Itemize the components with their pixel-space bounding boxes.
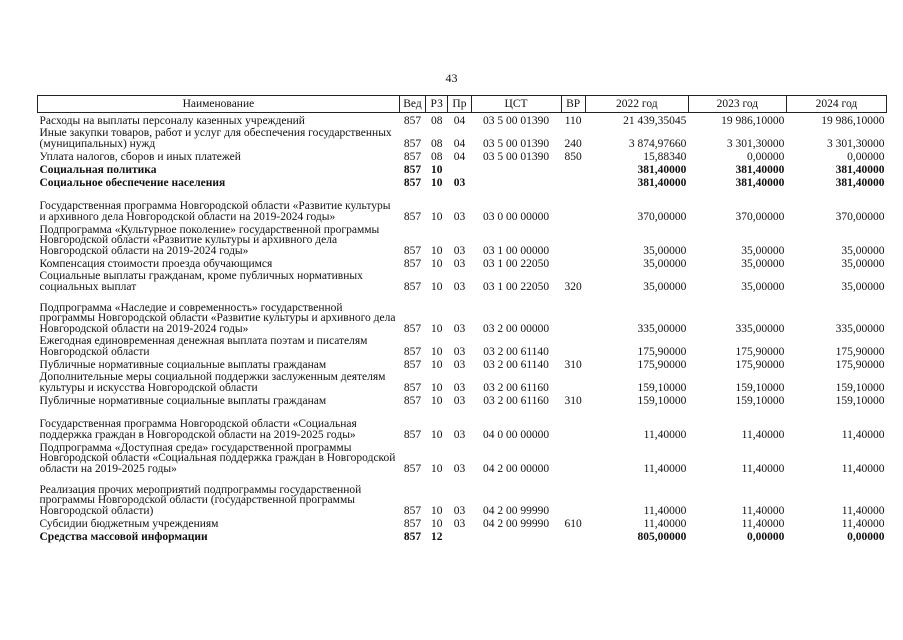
row-rz: 10 [430,358,443,371]
row-rz: 10 [430,257,443,270]
row-cst: 04 2 00 00000 [482,462,550,475]
row-cst: 03 1 00 22050 [482,257,550,270]
row-value-2024: 0,00000 [847,150,885,163]
row-value-2024: 0,00000 [847,530,885,543]
row-pr: 03 [453,381,466,394]
row-pr: 03 [453,280,466,293]
row-value-2023: 0,00000 [747,530,785,543]
row-value-2022: 381,40000 [637,163,687,176]
row-name: Подпрограмма «Наследие и современность» государственной программы Новгородской области «Развитие культуры и архивного дела Новгородской области на 2019-2024 годы» [39,301,396,335]
row-value-2022: 805,00000 [637,530,687,543]
row-name: Реализация прочих мероприятий подпрограммы государственной программы Новгородской области (государственной программы Новгородской области) [39,483,362,517]
table-row [38,370,887,393]
row-ved: 857 [403,504,422,517]
row-value-2023: 175,90000 [735,358,785,371]
row-vr [561,175,585,188]
row-value-2022: 11,40000 [643,428,687,441]
header-cst: ЦСТ [471,96,561,113]
row-name: Иные закупки товаров, работ и услуг для обеспечения государственных (муниципальных) нужд [39,127,392,150]
header-name: Наименование [38,96,400,113]
row-value-2024: 175,90000 [835,358,885,371]
row-ved: 857 [403,394,422,407]
row-value-2023: 11,40000 [741,462,785,475]
row-ved: 857 [403,462,422,475]
row-name: Подпрограмма «Культурное поколение» государственной программы Новгородской области «Развитие культуры и архивного дела Новгородской области на 2019-2024 годы» [39,223,380,257]
row-vr [561,370,585,393]
row-pr [448,162,471,175]
row-cst: 03 5 00 01390 [482,114,550,127]
row-value-2022: 15,88340 [643,150,687,163]
row-cst: 04 0 00 00000 [482,428,550,441]
row-vr [561,292,585,334]
row-ved: 857 [403,345,422,358]
row-ved: 857 [403,530,422,543]
row-value-2024: 381,40000 [835,176,885,189]
row-vr [561,222,585,256]
row-cst: 03 2 00 00000 [482,322,550,335]
row-rz: 10 [430,176,443,189]
row-pr: 03 [453,428,466,441]
row-name: Публичные нормативные социальные выплаты гражданам [39,358,327,371]
row-value-2023: 35,00000 [741,280,785,293]
row-cst: 03 1 00 00000 [482,244,550,257]
row-vr: 110 [564,114,582,127]
row-rz: 12 [430,530,443,543]
row-pr [448,529,471,542]
row-cst: 03 5 00 01390 [482,137,550,150]
row-rz: 08 [430,137,443,150]
row-value-2023: 0,00000 [747,150,785,163]
row-value-2023: 175,90000 [735,345,785,358]
table-row [38,126,887,149]
row-value-2022: 35,00000 [643,244,687,257]
row-rz: 08 [430,150,443,163]
row-value-2023: 3 301,30000 [726,137,785,150]
row-value-2024: 370,00000 [835,210,885,223]
row-value-2023: 19 986,10000 [721,114,785,127]
row-rz: 10 [430,462,443,475]
row-name: Расходы на выплаты персоналу казенных учреждений [39,114,305,127]
row-value-2024: 381,40000 [835,163,885,176]
row-value-2024: 11,40000 [841,517,885,530]
row-pr: 03 [453,504,466,517]
row-name: Компенсация стоимости проезда обучающимся [39,257,273,270]
row-value-2024: 35,00000 [841,244,885,257]
row-value-2024: 11,40000 [841,462,885,475]
row-pr: 03 [453,257,466,270]
row-vr [561,440,585,474]
row-rz: 10 [430,345,443,358]
row-value-2024: 159,10000 [835,394,885,407]
row-rz: 10 [430,394,443,407]
row-value-2024: 19 986,10000 [821,114,885,127]
row-name: Социальная политика [39,163,157,176]
table-row [38,357,887,370]
row-value-2022: 381,40000 [637,176,687,189]
row-cst: 03 2 00 61160 [483,381,549,394]
row-pr: 04 [453,137,466,150]
row-pr: 03 [453,394,466,407]
row-pr: 03 [453,345,466,358]
row-rz: 10 [430,210,443,223]
row-vr: 610 [564,517,582,530]
table-row [38,162,887,175]
table-row [38,529,887,542]
table-row [38,175,887,188]
row-cst: 03 5 00 01390 [482,150,550,163]
row-pr: 03 [453,210,466,223]
row-vr: 850 [564,150,582,163]
row-cst [471,529,561,542]
row-value-2024: 35,00000 [841,257,885,270]
header-row [38,96,887,113]
header-vr: ВР [561,96,585,113]
row-value-2022: 159,10000 [637,394,687,407]
header-year-2023: 2023 год [688,96,786,113]
row-rz: 10 [430,244,443,257]
row-ved: 857 [403,150,422,163]
row-value-2022: 335,00000 [637,322,687,335]
table-row [38,516,887,529]
row-pr: 04 [453,150,466,163]
header-ved: Вед [399,96,425,113]
row-name: Ежегодная единовременная денежная выплата поэтам и писателям Новгородской области [39,335,368,358]
row-vr: 310 [564,358,582,371]
row-cst: 04 2 00 99990 [482,504,550,517]
table-row [38,393,887,406]
row-value-2022: 21 439,35045 [623,114,687,127]
row-ved: 857 [403,176,422,189]
row-value-2022: 175,90000 [637,358,687,371]
row-cst [471,162,561,175]
row-pr: 03 [453,358,466,371]
row-value-2023: 159,10000 [735,394,785,407]
header-pr: Пр [448,96,471,113]
row-value-2022: 159,10000 [637,381,687,394]
row-cst [471,175,561,188]
row-value-2024: 11,40000 [841,504,885,517]
budget-table [37,95,887,542]
row-vr [561,529,585,542]
row-ved: 857 [403,322,422,335]
row-value-2023: 335,00000 [735,322,785,335]
row-cst: 03 1 00 22050 [482,280,550,293]
row-value-2022: 3 874,97660 [628,137,687,150]
row-name: Публичные нормативные социальные выплаты гражданам [39,394,327,407]
row-ved: 857 [403,381,422,394]
row-cst: 03 0 00 00000 [482,210,550,223]
row-value-2022: 35,00000 [643,257,687,270]
row-value-2022: 175,90000 [637,345,687,358]
row-value-2022: 370,00000 [637,210,687,223]
row-value-2023: 11,40000 [741,504,785,517]
table-row [38,440,887,474]
row-value-2022: 11,40000 [643,517,687,530]
row-name: Средства массовой информации [39,530,208,543]
row-ved: 857 [403,517,422,530]
row-value-2023: 11,40000 [741,517,785,530]
row-value-2023: 370,00000 [735,210,785,223]
row-pr: 03 [453,462,466,475]
row-rz: 08 [430,114,443,127]
table-row [38,113,887,127]
row-vr: 320 [564,280,582,293]
row-rz: 10 [430,517,443,530]
row-vr [561,406,585,440]
row-ved: 857 [403,244,422,257]
row-vr [561,162,585,175]
row-value-2023: 159,10000 [735,381,785,394]
row-value-2024: 175,90000 [835,345,885,358]
row-pr: 03 [453,176,466,189]
row-vr [561,334,585,357]
row-value-2023: 381,40000 [735,163,785,176]
row-value-2024: 11,40000 [841,428,885,441]
row-pr: 03 [453,322,466,335]
row-value-2023: 35,00000 [741,244,785,257]
row-rz: 10 [430,504,443,517]
row-rz: 10 [430,163,443,176]
table-body [38,113,887,543]
header-year-2022: 2022 год [585,96,688,113]
row-vr [561,256,585,269]
row-value-2024: 35,00000 [841,280,885,293]
header-year-2024: 2024 год [786,96,886,113]
row-cst: 03 2 00 61140 [483,345,549,358]
row-name: Социальное обеспечение населения [39,176,226,189]
table-row [38,474,887,516]
row-ved: 857 [403,163,422,176]
row-ved: 857 [403,137,422,150]
row-value-2022: 35,00000 [643,280,687,293]
row-ved: 857 [403,114,422,127]
row-ved: 857 [403,257,422,270]
row-vr: 310 [564,394,582,407]
row-pr: 03 [453,244,466,257]
row-ved: 857 [403,428,422,441]
row-rz: 10 [430,381,443,394]
row-vr: 240 [564,137,582,150]
row-name: Субсидии бюджетным учреждениям [39,517,219,530]
row-value-2024: 3 301,30000 [827,137,885,150]
row-ved: 857 [403,280,422,293]
row-cst: 03 2 00 61140 [483,358,549,371]
row-value-2022: 11,40000 [643,504,687,517]
row-name: Государственная программа Новгородской области «Социальная поддержка граждан в Новгородской области на 2019-2025 годы» [39,418,357,441]
row-value-2022: 11,40000 [643,462,687,475]
table-row [38,269,887,292]
table-row [38,334,887,357]
header-rz: РЗ [426,96,448,113]
row-name: Дополнительные меры социальной поддержки заслуженным деятелям культуры и искусства Новгородской области [39,371,386,394]
row-value-2023: 11,40000 [741,428,785,441]
table-row [38,292,887,334]
row-name: Уплата налогов, сборов и иных платежей [39,150,241,163]
row-ved: 857 [403,210,422,223]
row-rz: 10 [430,280,443,293]
row-rz: 10 [430,428,443,441]
row-value-2023: 35,00000 [741,257,785,270]
row-vr [561,474,585,516]
row-rz: 10 [430,322,443,335]
row-value-2024: 159,10000 [835,381,885,394]
table-row [38,256,887,269]
row-name: Государственная программа Новгородской области «Развитие культуры и архивного дела Новгородской области на 2019-2024 годы» [39,200,391,223]
row-ved: 857 [403,358,422,371]
row-cst: 03 2 00 61160 [483,394,549,407]
row-name: Подпрограмма «Доступная среда» государственной программы Новгородской области «Социальная поддержка граждан в Новгородской области на 2019-2025 годы» [39,441,396,475]
page-number: 43 [445,71,458,85]
table-row [38,222,887,256]
table-row [38,188,887,222]
row-cst: 04 2 00 99990 [482,517,550,530]
table-row [38,149,887,162]
table-row [38,406,887,440]
row-value-2023: 381,40000 [735,176,785,189]
row-pr: 04 [453,114,466,127]
row-pr: 03 [453,517,466,530]
row-name: Социальные выплаты гражданам, кроме публичных нормативных социальных выплат [39,270,363,293]
row-value-2024: 335,00000 [835,322,885,335]
row-vr [561,188,585,222]
